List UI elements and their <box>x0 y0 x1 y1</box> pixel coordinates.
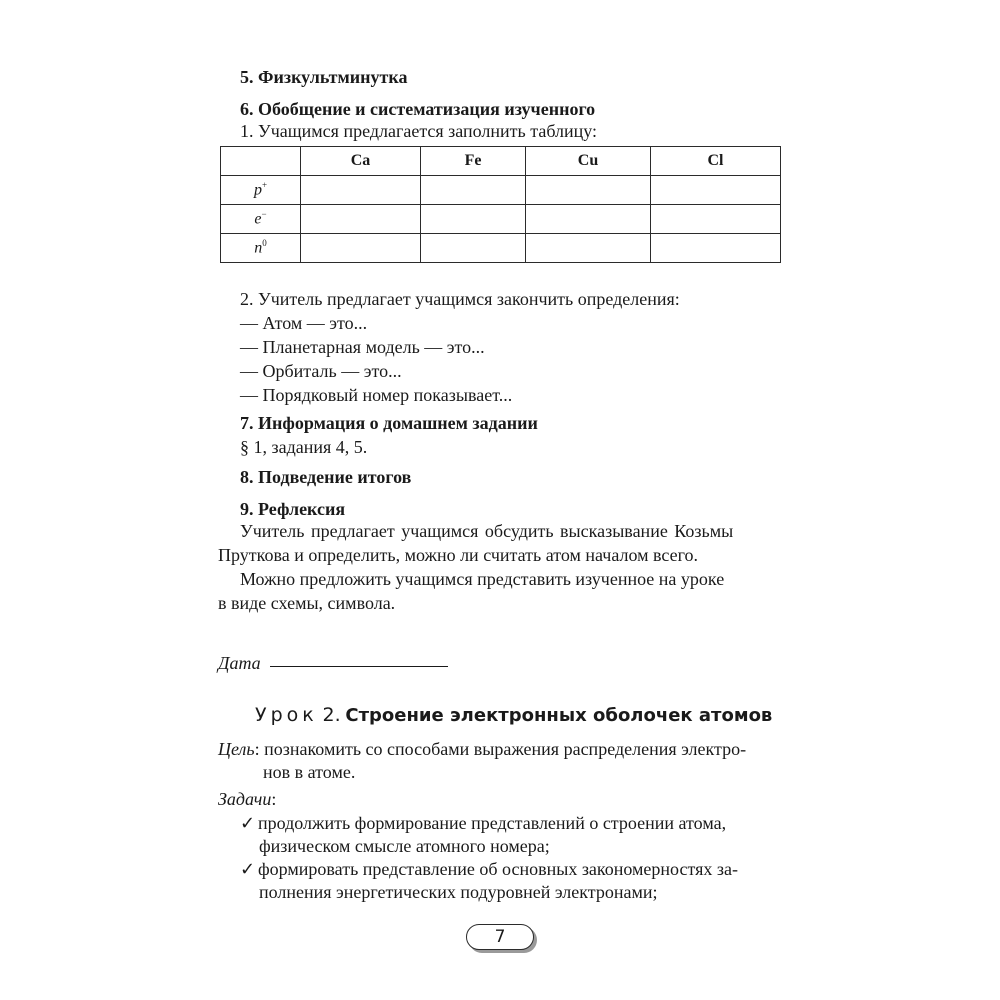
goal-text-continued: нов в атоме. <box>263 762 356 782</box>
table-cell <box>651 176 781 205</box>
reflection-paragraph-line: в виде схемы, символа. <box>218 593 396 613</box>
task-2-text: 2. Учитель предлагает учащимся закончить определения: <box>240 289 680 309</box>
definition-item: — Атом — это... <box>240 313 368 333</box>
section-9-heading: 9. Рефлексия <box>240 499 346 519</box>
definition-item: — Порядковый номер показывает... <box>240 385 513 405</box>
row-label-proton: p+ <box>221 176 301 205</box>
definition-item: — Орбиталь — это... <box>240 361 402 381</box>
date-label: Дата <box>218 653 261 673</box>
row-label-neutron: $n^0$ <box>221 234 301 263</box>
table-row <box>221 176 781 205</box>
table-cell <box>526 176 651 205</box>
table-header-cell: Fe <box>421 147 526 176</box>
table-cell <box>526 234 651 263</box>
section-5-heading: 5. Физкультминутка <box>240 67 408 87</box>
table-cell <box>651 234 781 263</box>
task-item-continued: полнения энергетических подуровней электронами; <box>259 882 658 902</box>
date-blank-line <box>270 666 448 667</box>
table-header-cell <box>221 147 301 176</box>
checkmark-icon: ✓ <box>240 859 256 880</box>
tasks-line: Задачи: <box>218 789 277 809</box>
section-6-heading: 6. Обобщение и систематизация изученного <box>240 99 596 119</box>
page-number: 7 <box>466 924 534 950</box>
reflection-paragraph-line: Учитель предлагает учащимся обсудить высказывание Козьмы <box>240 521 734 541</box>
task-item: ✓ формировать представление об основных закономерностях за- <box>240 859 738 880</box>
lesson-keyword: Урок <box>255 704 318 726</box>
task-item: ✓ продолжить формирование представлений о строении атома, <box>240 813 727 834</box>
table-cell <box>651 205 781 234</box>
table-cell <box>301 234 421 263</box>
checkmark-icon: ✓ <box>240 813 256 834</box>
goal-text: : познакомить со способами выражения распределения электро- <box>254 739 747 759</box>
table-row <box>221 205 781 234</box>
table-header-cell: Cu <box>526 147 651 176</box>
task-item-continued: физическом смысле атомного номера; <box>259 836 550 856</box>
lesson-number: 2. <box>322 704 341 726</box>
definition-item: — Планетарная модель — это... <box>240 337 485 357</box>
table-cell <box>301 205 421 234</box>
row-label-electron: e− <box>221 205 301 234</box>
table-header-cell: Ca <box>301 147 421 176</box>
section-8-heading: 8. Подведение итогов <box>240 467 412 487</box>
table-cell <box>526 205 651 234</box>
lesson-heading <box>255 703 772 728</box>
table-header-row <box>221 147 781 176</box>
table-row <box>221 234 781 263</box>
atom-particles-table <box>220 146 781 263</box>
section-7-heading: 7. Информация о домашнем задании <box>240 413 538 433</box>
table-cell <box>421 205 526 234</box>
table-cell <box>421 176 526 205</box>
table-cell <box>421 234 526 263</box>
lesson-title: Строение электронных оболочек атомов <box>345 705 773 726</box>
goal-label: Цель <box>218 739 255 759</box>
reflection-paragraph-line: Пруткова и определить, можно ли считать атом началом всего. <box>218 545 699 565</box>
reflection-paragraph-line: Можно предложить учащимся представить изученное на уроке <box>240 569 725 589</box>
section-6-intro: 1. Учащимся предлагается заполнить таблицу: <box>240 121 598 141</box>
table-cell <box>301 176 421 205</box>
section-7-text: § 1, задания 4, 5. <box>240 437 368 457</box>
goal-line <box>218 738 746 760</box>
tasks-label: Задачи <box>218 789 272 809</box>
table-header-cell: Cl <box>651 147 781 176</box>
